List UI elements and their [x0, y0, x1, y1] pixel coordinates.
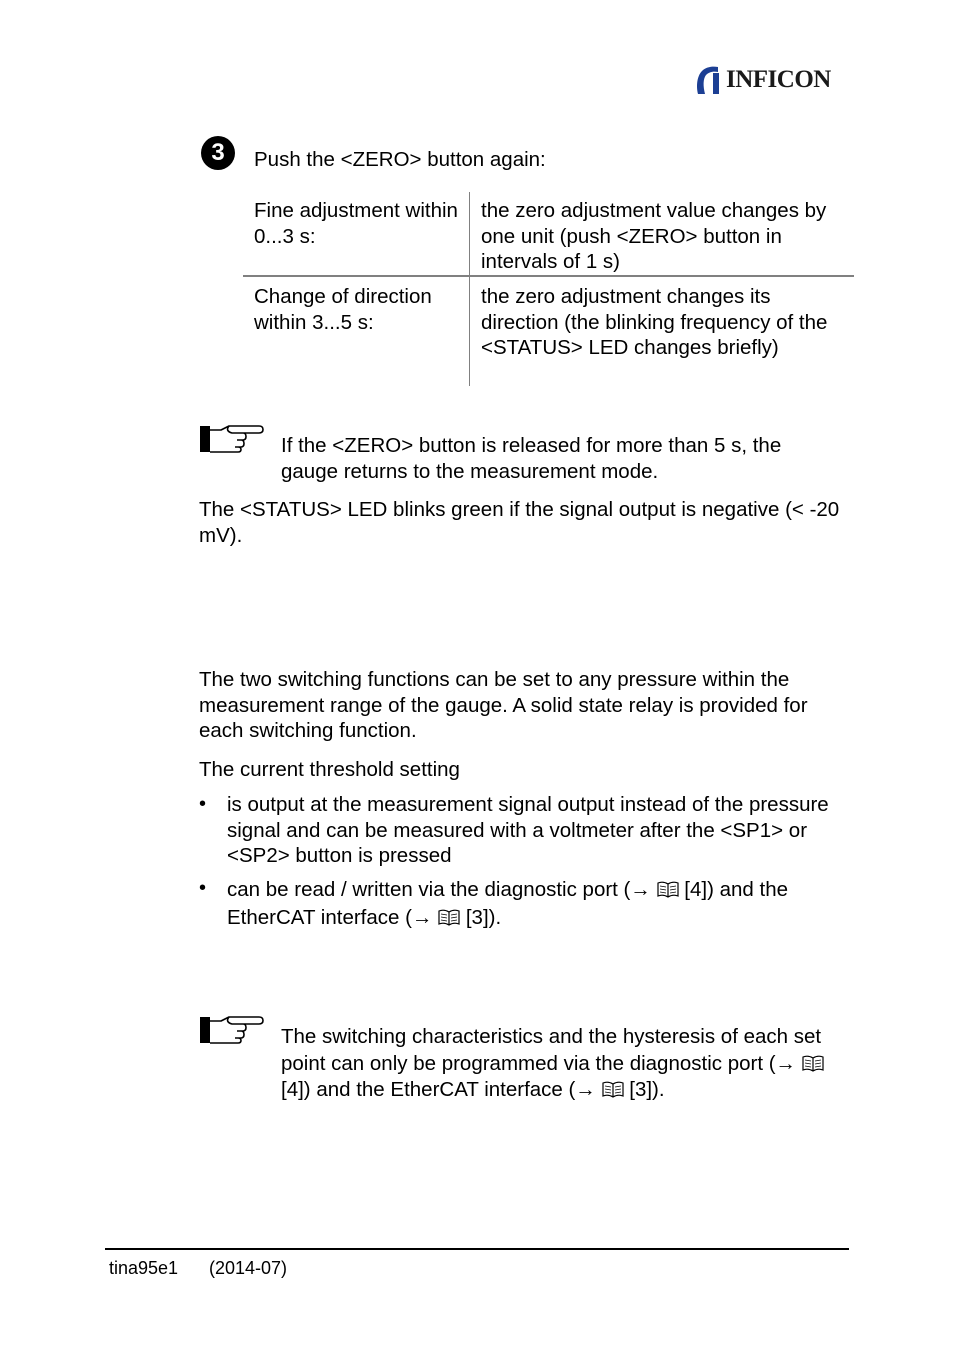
- zero-adjustment-table: [243, 192, 854, 386]
- note-text-part: The switching characteristics and the hysteresis of each set point can only be programmed via the diagnostic port (→: [281, 1025, 822, 1075]
- book-reference-icon: [802, 1055, 824, 1072]
- table-row-divider: [243, 275, 854, 277]
- switching-functions-paragraph: The two switching functions can be set to any pressure within the measurement range of the gauge. A solid state relay is provided for each switching function.: [199, 668, 808, 742]
- table-cell-condition: Change of direction within 3...5 s:: [254, 285, 432, 334]
- table-column-divider: [469, 192, 470, 386]
- threshold-intro: The current threshold setting: [199, 758, 460, 781]
- footer-date: (2014-07): [209, 1258, 288, 1278]
- note-text-part: [4]) and the EtherCAT interface (→: [281, 1078, 596, 1101]
- list-item-text: can be read / written via the diagnostic port (→: [227, 878, 651, 901]
- table-cell-effect: the zero adjustment changes its direction (the blinking frequency of the <STATUS> LED changes briefly): [481, 285, 828, 359]
- note-text: If the <ZERO> button is released for more than 5 s, the gauge returns to the measurement mode.: [281, 434, 782, 483]
- note-text: [281, 1024, 851, 1104]
- table-cell-effect: the zero adjustment value changes by one unit (push <ZERO> button in intervals of 1 s): [481, 199, 827, 273]
- brand-name: INFICON: [726, 66, 831, 93]
- pointing-hand-icon: [199, 423, 265, 455]
- step-number-badge: 3: [201, 136, 235, 170]
- inficon-logo: [694, 64, 846, 96]
- list-item-text: [4]) and the EtherCAT interface (→: [227, 878, 789, 929]
- step-instruction: Push the <ZERO> button again:: [254, 148, 546, 171]
- list-item: is output at the measurement signal output instead of the pressure signal and can be measured with a voltmeter after the <SP1> or <SP2> button is pressed: [227, 793, 829, 867]
- pointing-hand-icon: [199, 1014, 265, 1046]
- footer-divider: [105, 1248, 849, 1250]
- book-reference-icon: [602, 1081, 624, 1098]
- table-cell-condition: Fine adjustment within 0...3 s:: [254, 199, 458, 248]
- bullet-icon: •: [199, 793, 207, 815]
- book-reference-icon: [657, 881, 679, 898]
- footer-document-id: tina95e1: [109, 1258, 179, 1278]
- note-text-part: [3]).: [629, 1078, 665, 1101]
- list-item: [227, 876, 852, 932]
- bullet-icon: •: [199, 877, 207, 899]
- book-reference-icon: [438, 909, 460, 926]
- list-item-text: [3]).: [465, 906, 502, 929]
- inficon-logo-mark-icon: [694, 64, 724, 96]
- status-led-paragraph: The <STATUS> LED blinks green if the signal output is negative (< -20 mV).: [199, 498, 840, 547]
